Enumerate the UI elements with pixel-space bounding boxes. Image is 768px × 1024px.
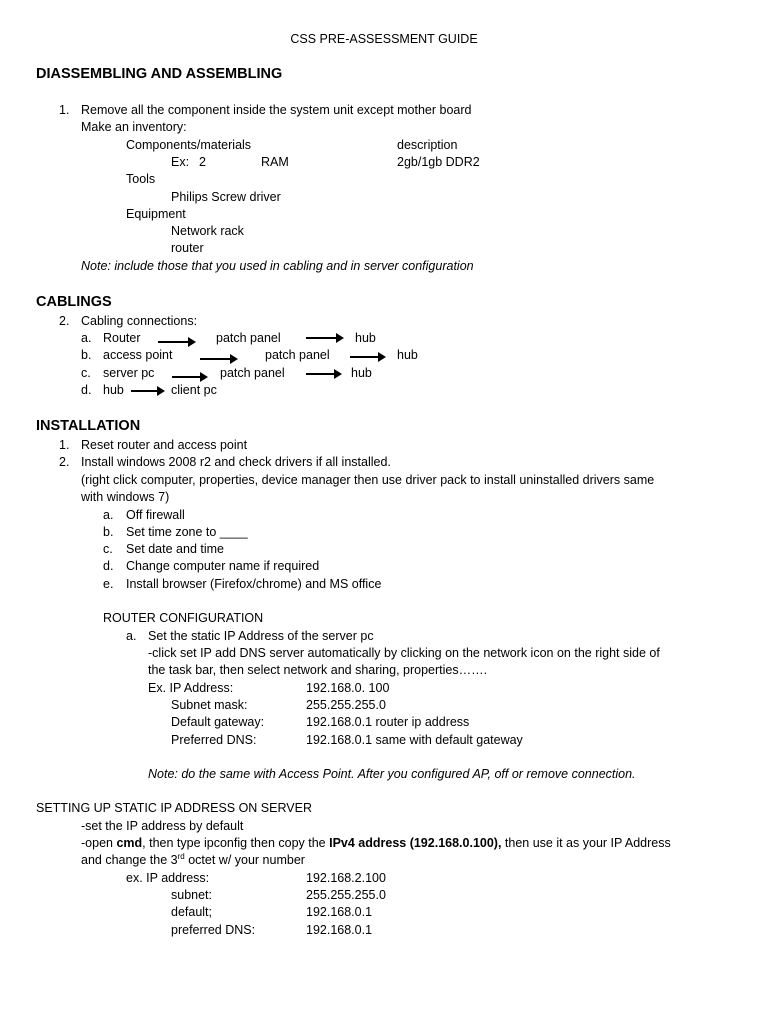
cable-target: hub <box>397 348 418 362</box>
item-number: 1. <box>59 103 70 117</box>
equipment-item: Network rack <box>171 224 244 238</box>
list-letter: b. <box>81 348 92 362</box>
list-letter: c. <box>81 366 91 380</box>
arrow-icon <box>131 390 163 392</box>
list-letter: e. <box>103 577 114 591</box>
col-description: description <box>397 138 458 152</box>
list-item: Off firewall <box>126 508 185 522</box>
config-label: Subnet mask: <box>171 698 248 712</box>
paren-note: (right click computer, properties, device manager then use driver pack to install uninstalled drivers same <box>81 473 655 487</box>
cable-source: server pc <box>103 366 155 380</box>
ex-item: RAM <box>261 155 289 169</box>
config-label: ex. IP address: <box>126 871 210 885</box>
cable-source: hub <box>103 383 124 397</box>
list-item: Set the static IP Address of the server pc <box>148 629 374 643</box>
config-label: Preferred DNS: <box>171 733 257 747</box>
cable-middle: patch panel <box>220 366 285 380</box>
ex-label: Ex: <box>171 155 190 169</box>
list-item: Set time zone to ____ <box>126 525 248 539</box>
cable-target: hub <box>355 331 376 345</box>
item-number: 2. <box>59 455 70 469</box>
list-item: Install browser (Firefox/chrome) and MS office <box>126 577 382 591</box>
list-letter: a. <box>81 331 92 345</box>
list-letter: c. <box>103 542 113 556</box>
cable-middle: patch panel <box>265 348 330 362</box>
config-label: Ex. IP Address: <box>148 681 234 695</box>
ex-desc: 2gb/1gb DDR2 <box>397 155 480 169</box>
arrow-icon <box>350 356 384 358</box>
note: Note: do the same with Access Point. After you configured AP, off or remove connection. <box>148 767 636 781</box>
item-text: Cabling connections: <box>81 314 198 328</box>
item-text: Install windows 2008 r2 and check drivers if all installed. <box>81 455 391 469</box>
tools-label: Tools <box>126 172 156 186</box>
arrow-icon <box>172 376 206 378</box>
list-letter: d. <box>81 383 92 397</box>
router-desc: -click set IP add DNS server automatically by clicking on the network icon on the right side of <box>148 646 660 660</box>
config-label: preferred DNS: <box>171 923 256 937</box>
item-number: 1. <box>59 438 70 452</box>
config-value: 255.255.255.0 <box>306 888 386 902</box>
list-item: Set date and time <box>126 542 224 556</box>
config-value: 192.168.0.1 router ip address <box>306 715 470 729</box>
heading-static-ip: SETTING UP STATIC IP ADDRESS ON SERVER <box>36 801 312 815</box>
arrow-icon <box>200 358 236 360</box>
note: Note: include those that you used in cabling and in server configuration <box>81 259 474 273</box>
router-heading: ROUTER CONFIGURATION <box>103 611 264 625</box>
ex-qty: 2 <box>199 155 206 169</box>
step-line: -open cmd, then type ipconfig then copy the IPv4 address (192.168.0.100), then use it as your IP Address <box>81 836 671 850</box>
item-text: Remove all the component inside the system unit except mother board <box>81 103 472 117</box>
heading-installation: INSTALLATION <box>36 418 141 434</box>
cable-source: access point <box>103 348 173 362</box>
router-desc: the task bar, then select network and sharing, properties……. <box>148 663 488 677</box>
config-value: 192.168.2.100 <box>306 871 386 885</box>
config-label: subnet: <box>171 888 213 902</box>
item-text: Reset router and access point <box>81 438 248 452</box>
inventory-label: Make an inventory: <box>81 120 187 134</box>
step-line: -set the IP address by default <box>81 819 244 833</box>
paren-note: with windows 7) <box>81 490 170 504</box>
heading-disassembling: DIASSEMBLING AND ASSEMBLING <box>36 66 283 82</box>
config-label: Default gateway: <box>171 715 265 729</box>
config-value: 192.168.0.1 same with default gateway <box>306 733 523 747</box>
list-item: Change computer name if required <box>126 559 320 573</box>
list-letter: d. <box>103 559 114 573</box>
config-value: 192.168.0.1 <box>306 923 373 937</box>
equipment-item: router <box>171 241 204 255</box>
arrow-icon <box>158 341 194 343</box>
item-number: 2. <box>59 314 70 328</box>
document-title: CSS PRE-ASSESSMENT GUIDE <box>290 32 478 46</box>
cable-target: client pc <box>171 383 217 397</box>
list-letter: b. <box>103 525 114 539</box>
tool-item: Philips Screw driver <box>171 190 281 204</box>
cable-middle: patch panel <box>216 331 281 345</box>
arrow-icon <box>306 373 340 375</box>
config-value: 192.168.0.1 <box>306 905 373 919</box>
config-label: default; <box>171 905 213 919</box>
arrow-icon <box>306 337 342 339</box>
config-value: 192.168.0. 100 <box>306 681 390 695</box>
step-line: and change the 3rd octet w/ your number <box>81 851 305 867</box>
col-components: Components/materials <box>126 138 252 152</box>
equipment-label: Equipment <box>126 207 186 221</box>
cable-target: hub <box>351 366 372 380</box>
config-value: 255.255.255.0 <box>306 698 386 712</box>
list-letter: a. <box>103 508 114 522</box>
heading-cablings: CABLINGS <box>36 294 112 310</box>
cable-source: Router <box>103 331 141 345</box>
list-letter: a. <box>126 629 137 643</box>
